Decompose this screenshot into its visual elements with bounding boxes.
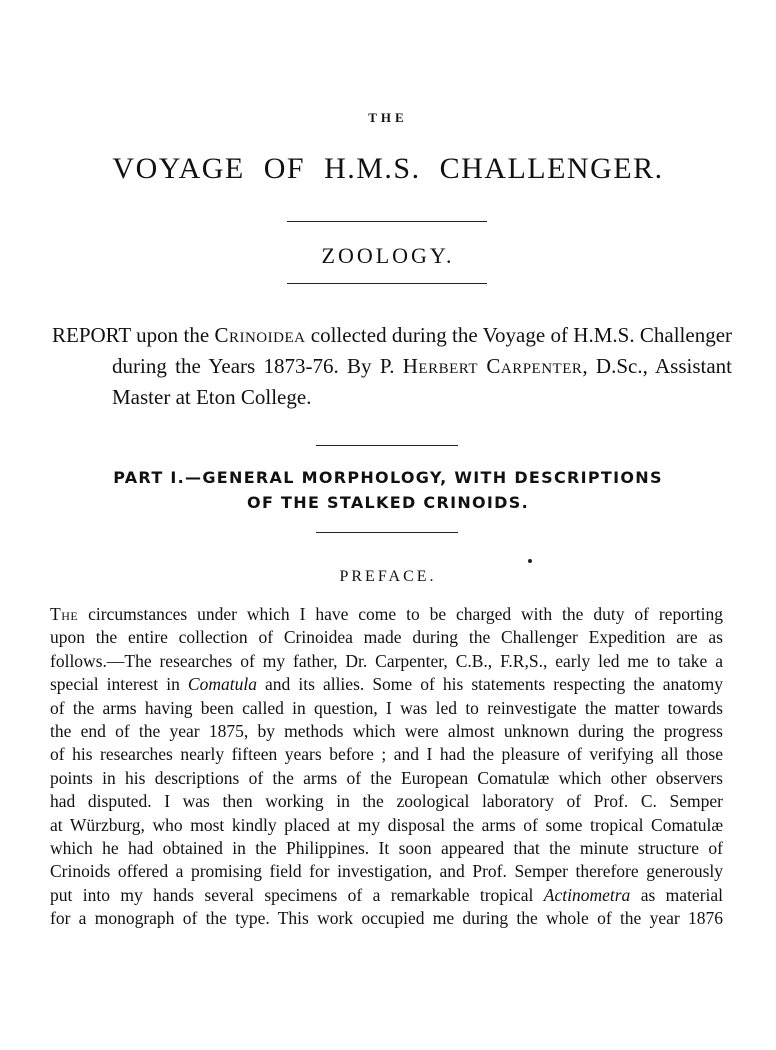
body-line: points in his descriptions of the arms of the European Comatulæ which other observers xyxy=(50,767,723,788)
report-crinoidea: Crinoidea xyxy=(214,323,306,347)
divider-report xyxy=(316,445,458,446)
body-line: The circumstances under which I have come to be charged with the duty of reporting xyxy=(50,604,723,624)
italic-comatula: Comatula xyxy=(187,674,257,695)
part-heading-line2: OF THE STALKED CRINOIDS. xyxy=(247,493,529,512)
report-author-last: Carpenter xyxy=(486,354,583,378)
report-text-1: upon the xyxy=(130,323,215,347)
body-line: which he had obtained in the Philippines. It soon appeared that the minute structure of xyxy=(50,838,723,859)
ink-dot xyxy=(528,559,532,563)
italic-actinometra: Actinometra xyxy=(543,884,631,905)
part-heading-line1: PART I.—GENERAL MORPHOLOGY, WITH DESCRIPTIONS xyxy=(113,468,663,487)
body-line: at Würzburg, who most kindly placed at my disposal the arms of some tropical Comatulæ xyxy=(50,814,723,835)
page-title: VOYAGE OF H.M.S. CHALLENGER. xyxy=(112,152,664,185)
section-title: ZOOLOGY. xyxy=(321,243,455,268)
divider-zoology xyxy=(287,283,487,284)
divider-part xyxy=(316,532,458,533)
report-lead: REPORT xyxy=(52,323,131,347)
preface-body xyxy=(50,603,723,931)
preface-heading: PREFACE. xyxy=(339,568,437,585)
header-the: THE xyxy=(368,110,408,125)
body-line: put into my hands several specimens of a remarkable tropical Actinometra as material xyxy=(50,884,724,905)
body-line: special interest in Comatula and its allies. Some of his statements respecting the anatomy xyxy=(50,674,723,695)
body-line: of the arms having been called in question, I was led to reinvestigate the matter towards xyxy=(50,697,723,718)
report-author-first: Herbert xyxy=(402,354,479,378)
report-text-3: , D.Sc., Assistant Master at Eton College. xyxy=(112,354,732,409)
body-line: upon the entire collection of Crinoidea made during the Challenger Expedition are as xyxy=(50,627,723,648)
report-title xyxy=(52,320,732,413)
body-line: had disputed. I was then working in the zoological laboratory of Prof. C. Semper xyxy=(50,791,723,812)
divider-top xyxy=(287,221,487,222)
report-text-2: collected during the Voyage of H.M.S. Challenger during the Years 1873-76. By P. xyxy=(112,323,733,378)
body-line: of his researches nearly fifteen years before ; and I had the pleasure of verifying all those xyxy=(50,744,723,765)
body-line: for a monograph of the type. This work occupied me during the whole of the year 1876 xyxy=(50,908,723,929)
body-lead-word: The xyxy=(50,604,79,624)
part-heading xyxy=(0,465,776,515)
body-line: the end of the year 1875, by methods which were almost unknown during the progress xyxy=(50,721,723,742)
body-line: follows.—The researches of my father, Dr. Carpenter, C.B., F.R,S., early led me to take a xyxy=(50,650,723,671)
body-line: Crinoids offered a promising field for investigation, and Prof. Semper therefore generously xyxy=(50,861,723,882)
